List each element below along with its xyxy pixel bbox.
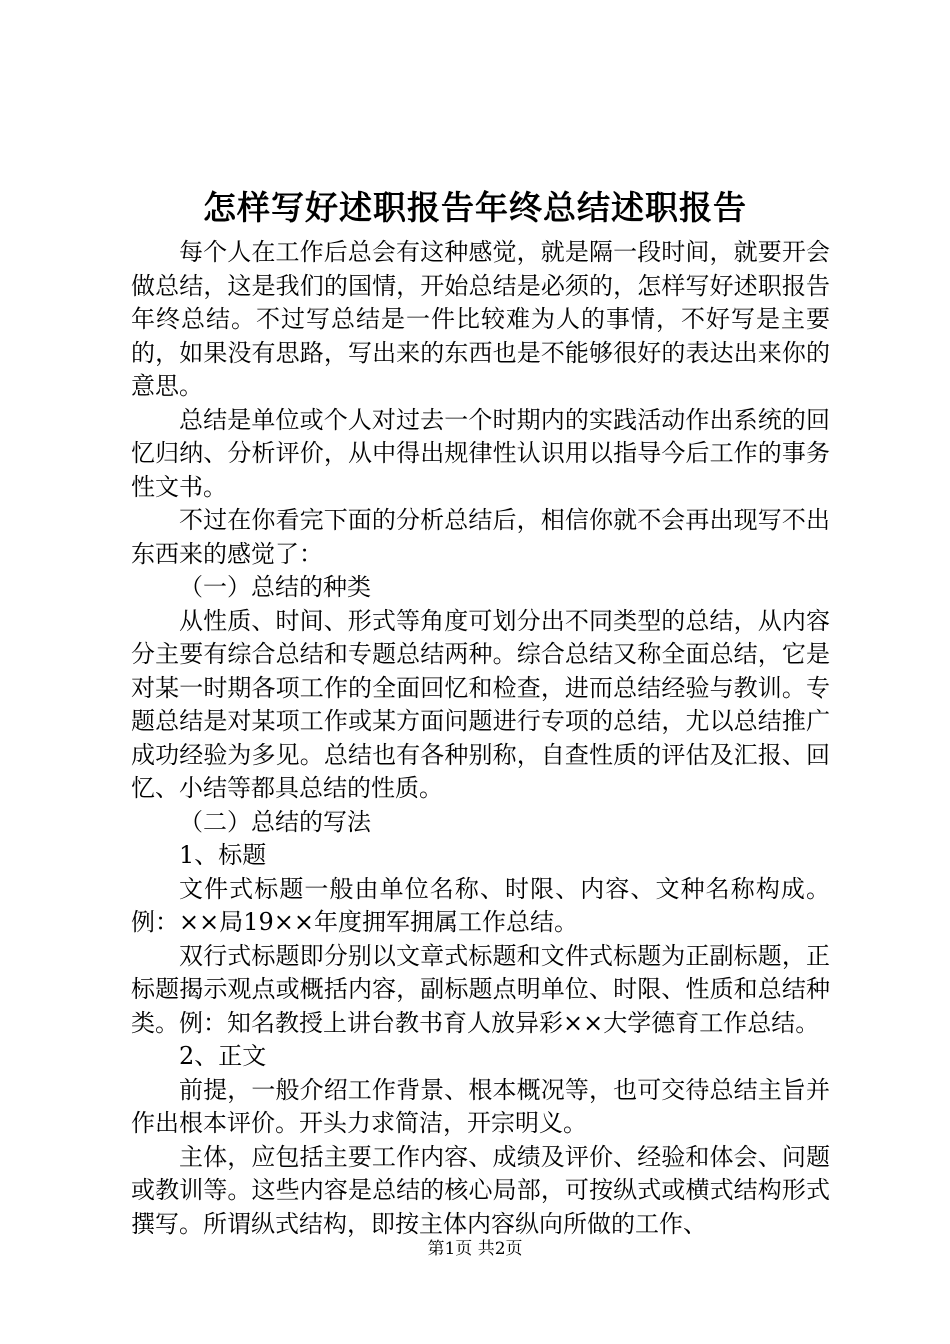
- section-heading-types: （一）总结的种类: [179, 573, 371, 601]
- subheading-title: 1、标题: [179, 841, 267, 869]
- paragraph-transition: 不过在你看完下面的分析总结后，相信你就不会再出现写不出东西来的感觉了：: [131, 506, 830, 568]
- paragraph-file-title: 文件式标题一般由单位名称、时限、内容、文种名称构成。例：××局19××年度拥军拥属工作总结。: [131, 874, 830, 936]
- paragraph-premise: 前提，一般介绍工作背景、根本概况等，也可交待总结主旨并作出根本评价。开头力求简洁，开宗明义。: [131, 1075, 830, 1137]
- paragraph-types: 从性质、时间、形式等角度可划分出不同类型的总结，从内容分主要有综合总结和专题总结两种。综合总结又称全面总结，它是对某一时期各项工作的全面回忆和检查，进而总结经验与教训。专题总结是对某项工作或某方面问题进行专项的总结，尤以总结推广成功经验为多见。总结也有各种别称，自查性质的评估及汇报、回忆、小结等都具总结的性质。: [131, 606, 830, 802]
- paragraph-definition: 总结是单位或个人对过去一个时期内的实践活动作出系统的回忆归纳、分析评价，从中得出规律性认识用以指导今后工作的事务性文书。: [131, 405, 830, 501]
- document-title: 怎样写好述职报告年终总结述职报告: [203, 188, 747, 227]
- page-footer: 第1页 共2页: [427, 1239, 523, 1259]
- subheading-body: 2、正文: [179, 1042, 267, 1070]
- paragraph-main: 主体，应包括主要工作内容、成绩及评价、经验和体会、问题或教训等。这些内容是总结的核心局部，可按纵式或横式结构形式撰写。所谓纵式结构，即按主体内容纵向所做的工作、: [131, 1142, 830, 1238]
- document-body: [131, 236, 830, 1241]
- paragraph-double-title: 双行式标题即分别以文章式标题和文件式标题为正副标题，正标题揭示观点或概括内容，副标题点明单位、时限、性质和总结种类。例：知名教授上讲台教书育人放异彩××大学德育工作总结。: [131, 941, 830, 1037]
- section-heading-writing: （二）总结的写法: [179, 807, 371, 836]
- paragraph-intro: 每个人在工作后总会有这种感觉，就是隔一段时间，就要开会做总结，这是我们的国情，开始总结是必须的，怎样写好述职报告年终总结。不过写总结是一件比较难为人的事情，不好写是主要的，如果没有思路，写出来的东西也是不能够很好的表达出来你的意思。: [131, 238, 830, 400]
